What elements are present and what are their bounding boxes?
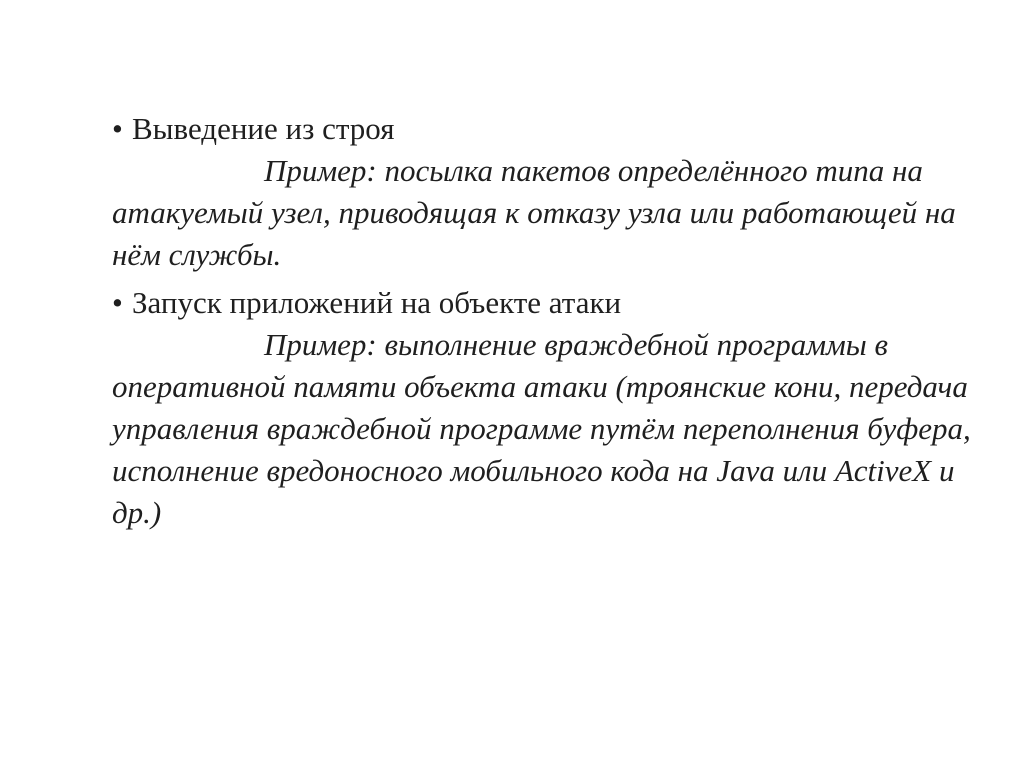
bullet-item-remote-execution <box>112 282 972 534</box>
bullet-mark: • <box>112 111 123 146</box>
bullet-example: Пример: выполнение враждебной программы в оперативной памяти объекта атаки (троянские кони, передача управления враждебной программе путём переполнения буфера, исполнение вредоносного мобильного кода на Java или ActiveX и др.) <box>112 327 971 530</box>
bullet-example: Пример: посылка пакетов определённого типа на атакуемый узел, приводящая к отказу узла или работающей на нём службы. <box>112 153 956 272</box>
bullet-mark: • <box>112 285 123 320</box>
bullet-heading: Выведение из строя <box>132 111 395 146</box>
bullet-item-denial-of-service <box>112 108 972 276</box>
bullet-heading-line <box>112 108 972 150</box>
slide-body <box>112 108 972 540</box>
bullet-heading: Запуск приложений на объекте атаки <box>132 285 622 320</box>
bullet-heading-line <box>112 282 972 324</box>
